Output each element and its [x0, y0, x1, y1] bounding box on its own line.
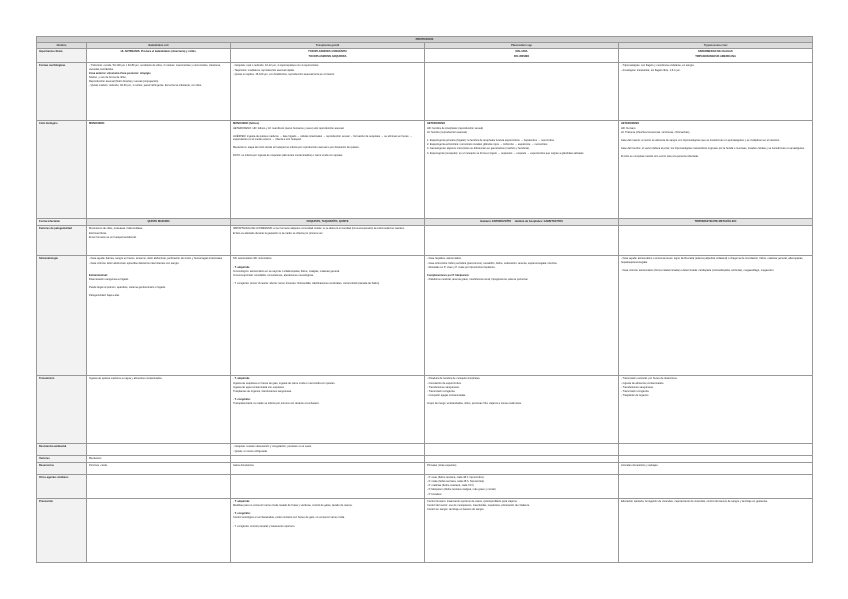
row-transmision — [37, 376, 813, 444]
text-line: - Transfusiones sanguíneas. — [427, 385, 460, 389]
text-line: Inmunológico: asintomático en la mayoría. Linfadenopatía, fiebre, mialgias, malestar general. — [233, 269, 340, 273]
cell-res-plasmodium — [425, 444, 619, 455]
text-line: 3. Gametogonia: algunos merozoítos se diferencian en gametocitos (machos y hembras). — [427, 147, 530, 151]
text-line: Grupo de riesgo: embarazadas, niños, personas VIH, viajeros a zonas endémicas. — [427, 402, 522, 406]
cell-pat-trypanosoma — [619, 226, 813, 256]
text-line: Control del vector: uso de mosquiteros, insecticidas, repelentes, eliminación de criaderos. — [427, 504, 530, 508]
text-line: HD: humano — [621, 126, 636, 130]
cell-prev-plasmodium — [425, 498, 619, 562]
sheet-title: PROTOZOOS — [37, 37, 813, 43]
text-line: - Trasplante de órganos. — [621, 394, 650, 398]
text-line: Extraintestinal: — [89, 273, 108, 277]
text-line: Reproducción asexual (fisión binaria) y sexual (conjugación). — [89, 80, 159, 84]
text-line: - P. vivax (fiebre terciana, cada 48 h, hipnozoítos) — [427, 475, 484, 479]
text-line: Mecanismo: etapa del ciclo donde el huésped se infecta por reproducción asexual o por disolución de quistes. — [233, 146, 360, 150]
cell-pat-plasmodium — [425, 226, 619, 256]
text-line: HETEROXENO: HD: felinos y HI: mamíferos (seres humanos y aves) solo reproducción asexual. — [233, 126, 345, 130]
cell-vec-balantidium: Mecánicos — [87, 455, 231, 462]
cell-sint-trypanosoma — [619, 256, 813, 376]
cell-resv-toxoplasma: Gatos domésticos — [231, 462, 425, 474]
row-sintomatologia — [37, 256, 813, 376]
text-line: Ingesta de ooquistes en heces de gato, ingesta de carne cruda o mal cocida con quistes. — [233, 381, 336, 385]
text-line: - Fase eritrocítica: fiebre periódica (paroxismos): escalofrío, fiebre, sudoración; anemia, esplenomegalia, ictericia. — [427, 261, 558, 265]
cell-resv-plasmodium: Primates (otras especies) — [425, 462, 619, 474]
cell-ciclo-balantidium: MONOXENO — [87, 121, 231, 219]
text-line: Trasplantes de órganos, transfusiones sanguíneas. — [233, 390, 292, 394]
text-line: Hembra de Anopheles: GAMETOCITOS — [514, 220, 563, 224]
cell-importancia-plasmodium — [425, 49, 619, 63]
text-line: - Transmisión vectorial: por heces de triatominos. — [621, 377, 678, 381]
text-line: 4. Esporogonia (mosquito): en el mosquito se forma el cigoto → ooquineto → ooquiste → esporozoítos que migran a glándulas salivales. — [427, 151, 585, 155]
text-line: - Fase aguda: diarrea, sangre en heces, tenesmo, dolor abdominal, perforación del colon y hemorragias intestinales. — [89, 257, 223, 261]
row-formas — [37, 63, 813, 121]
cell-trans-plasmodium — [425, 376, 619, 444]
text-line: SD: asintomático SD: sintomático — [233, 257, 272, 261]
col-header-toxoplasma: Toxoplasma gondii — [231, 43, 425, 49]
text-line: Puede llegar al pulmón, apéndice, sistema genitourinario o hígado. — [89, 286, 166, 290]
text-line: Control serológico en embarazadas, evitar contacto con heces de gato, no consumir carne cruda. — [233, 516, 345, 520]
text-line: DATO: se infecta por ingesta de ooquistes (alimentos contaminados) o carne cruda con quistes. — [233, 154, 344, 158]
text-line: - Transmisión congénita. — [621, 390, 650, 394]
cell-otros-toxoplasma — [231, 474, 425, 498]
text-line: HUÉSPED: ingesta de quistes maduros → fase hígado → células intestinales → reproducción sexual → formación de ooquistes → se eliminan en heces → esporulación en el medio externo → infecta a otro huésped. — [233, 134, 412, 142]
row-vectores — [37, 455, 813, 462]
cell-forma-trypanosoma: TRIPOMASTIGOTE METACÍCLICO — [619, 219, 813, 226]
row-otros — [37, 474, 813, 498]
text-line: HETEROXENO — [427, 122, 446, 126]
text-line: Patogenicidad: baja a alta. — [89, 294, 120, 298]
text-line: Medidas para no consumir carne cruda, lavado de frutas y verduras, control de gatos, lavado de manos. — [233, 504, 353, 508]
text-line: Humano: ESPOROZOÍTO — [480, 220, 512, 224]
cell-forma-plasmodium — [425, 219, 619, 226]
col-header-plasmodium: Plasmodium spp — [425, 43, 619, 49]
row-forma-infectante — [37, 219, 813, 226]
cell-pat-balantidium — [87, 226, 231, 256]
row-ciclo — [37, 121, 813, 219]
text-line: - Tripomastigote: con flagelo y membrana ondulante, en sangre. — [621, 64, 695, 68]
text-line: - Inoculación de esporozoítos. — [427, 381, 462, 385]
text-line: Diseminación sanguínea a hígado. — [89, 278, 129, 282]
text-line: - Paludismo cerebral, anemia grave, insuficiencia renal, hipoglucemia, edema pulmonar. — [427, 278, 529, 282]
text-line: - Amastigote: intracelular, sin flagelo libre. 1,5-4 µm. — [621, 68, 681, 72]
text-line: Inmunosuprimido: encefalitis, convulsiones, alteraciones neurológicas. — [233, 274, 314, 278]
text-line: - P. ovale (fiebre terciana, cada 48 h, hipnozoítos) — [427, 480, 485, 484]
text-line: HD: hembra de Anopheles (reproducción sexual) — [427, 126, 484, 130]
cell-importancia-toxoplasma — [231, 49, 425, 63]
text-line: - Quiste maduro: redondo, 40-60 µm, 1 núcleo, pared refringente. Es la forma infectante, sin cilios. — [89, 84, 202, 88]
row-label: Forma infectante — [37, 219, 87, 226]
text-line: Control humano: tratamiento oportuno de casos, quimioprofilaxis para viajeros. — [427, 499, 518, 503]
cell-trans-toxoplasma — [231, 376, 425, 444]
row-importancia — [37, 49, 813, 63]
text-line: - Quiste en tejidos, 15-100 µm, con bradizoítos, reproducción asexual lenta en el interior. — [233, 72, 335, 76]
cell-formas-plasmodium — [425, 63, 619, 121]
row-patogenicidad — [37, 226, 813, 256]
cell-prev-trypanosoma: Educación sanitaria, fumigación de viviendas, mejoramiento de viviendas, control de bancos de sangre y tamizaje en gestantes. — [619, 498, 813, 562]
text-line: MALARIA — [515, 50, 528, 54]
text-line: TOXOPLASMOSIS ADQUIRIDA — [308, 54, 347, 58]
cell-resv-balantidium: Porcinos, cerdo. — [87, 462, 231, 474]
text-line: - Transfusiones sanguíneas. — [621, 385, 654, 389]
cell-sint-toxoplasma — [231, 256, 425, 376]
text-line: - T. congénita: — [233, 398, 251, 402]
text-line: - T. congénita: primer trimestre: aborto; tercer trimestre: hidrocefalia, calcificaciones cerebrales, coriorretinitis (tétrada de Sabin). — [233, 282, 380, 286]
text-line: - T. congénita: control prenatal y tratamiento oportuno. — [233, 524, 296, 528]
cell-vec-trypanosoma — [619, 455, 813, 462]
row-label: Factores de patogenicidad — [37, 226, 87, 256]
text-line: - Fase crónica: dolor abdominal, episodios diarreicos intermitentes con sangre. — [89, 261, 180, 265]
text-line: ENFERMEDAD DE CHAGAS — [698, 50, 733, 54]
text-line: - T. adquirida: — [233, 265, 250, 269]
cell-prev-toxoplasma — [231, 498, 425, 562]
cell-sint-plasmodium — [425, 256, 619, 376]
row-label: Prevención — [37, 498, 87, 562]
cell-resv-trypanosoma: Animales domésticos y salvajes. — [619, 462, 813, 474]
text-line: - T. adquirida: — [233, 499, 250, 503]
cell-otros-trypanosoma — [619, 474, 813, 498]
cell-prev-balantidium — [87, 498, 231, 562]
text-line: TRIPANOSOMIASIS AMERICANA — [695, 54, 736, 58]
text-line: Zona anterior: citostoma Zona posterior: citopigio — [89, 71, 151, 75]
text-line: Núcleo, y son de forma de riñón. — [89, 76, 127, 80]
text-line: MONOXENO (felinos) — [233, 122, 260, 126]
text-line: Enzimas líticas. — [89, 231, 108, 235]
cell-trans-balantidium: Ingesta de quistes maduros en agua y alimentos contaminados. — [87, 376, 231, 444]
row-label: Resistencia ambiental — [37, 444, 87, 455]
text-line: - Quiste: en carne refrigerada. — [233, 449, 268, 453]
cell-formas-trypanosoma — [619, 63, 813, 121]
text-line: Transplacentaria: la madre se infecta por primera vez durante el embarazo. — [233, 402, 320, 406]
row-label: Sintomatología — [37, 256, 87, 376]
text-line: - Compartir agujas contaminadas. — [427, 394, 466, 398]
text-line: - Ingesta de alimentos contaminados. — [621, 381, 665, 385]
row-reservorios — [37, 462, 813, 474]
row-label: Reservorios — [37, 462, 87, 474]
col-header-balantidium: Balantidium coli — [87, 43, 231, 49]
col-header-trypanosoma: Trypanosoma cruzi — [619, 43, 813, 49]
protozoa-summary-sheet — [36, 36, 812, 567]
text-line: - Ooquiste: oval o redondo, 10-12 µm, 2 esporoquistes con 4 esporozoítos. — [233, 64, 320, 68]
cell-ciclo-trypanosoma — [619, 121, 813, 219]
text-line: El ser humano es un huésped accidental. — [89, 235, 137, 239]
text-line: - Transmisión congénita. — [427, 390, 456, 394]
text-line: - P. knowlesi — [427, 492, 442, 496]
text-line: El ciclo se completa cuando otro vector pica a la persona infectada. — [621, 155, 699, 159]
text-line: Complicaciones por P. falciparum: — [427, 274, 470, 278]
text-line: - Recaídas en P. vivax y P. ovale por hipnozoítos hepáticos. — [427, 265, 496, 269]
cell-importancia-trypanosoma — [619, 49, 813, 63]
row-label: Ciclo biológico — [37, 121, 87, 219]
text-line: - Fase aguda: asintomático o síntomas leves: signo de Romaña (edema palpebral unilateral) o chagoma de inoculación, fiebre, malestar general, adenopatías, hepatoesplenomegalia. — [621, 257, 804, 264]
text-line: Fase del insecto: el vector se alimenta de sangre con tripomastigotes que se transforman en epimastigotes y se multiplican en el intestino. — [621, 139, 780, 143]
cell-res-balantidium — [87, 444, 231, 455]
text-line: 2. Esquizogonia eritrocítica: merozoítos invaden glóbulos rojos → trofozoíto → esquizonte → merozoítos. — [427, 143, 548, 147]
cell-forma-balantidium: QUISTE MADURO — [87, 219, 231, 226]
text-line: Ingesta de agua contaminada con ooquistes. — [233, 385, 285, 389]
cell-vec-plasmodium — [425, 455, 619, 462]
row-prevencion — [37, 498, 813, 562]
cell-sint-balantidium — [87, 256, 231, 376]
text-line: - Fase hepática: asintomática. — [427, 257, 462, 261]
text-line: El feto es afectado durante la gestación si la madre se infecta por primera vez. — [233, 231, 324, 235]
cell-res-trypanosoma — [619, 444, 813, 455]
cell-formas-toxoplasma — [231, 63, 425, 121]
row-resistencia — [37, 444, 813, 455]
text-line: - P. malariae (fiebre cuartana, cada 72 h) — [427, 484, 474, 488]
text-line: - Picadura de hembra de mosquito Anopheles. — [427, 377, 481, 381]
cell-pat-toxoplasma — [231, 226, 425, 256]
cell-formas-balantidium — [87, 63, 231, 121]
cell-otros-plasmodium — [425, 474, 619, 498]
cell-trans-trypanosoma — [619, 376, 813, 444]
text-line: IMPORTANCIA DE CONSERVAR: el ser humano adquiere inmunidad celular; si se altera la inmunidad (inmunosupresión) la enfermedad se reactiva. — [233, 227, 405, 231]
text-line: - Taquizoíto: medialuna, reproducción asexual rápida. — [233, 68, 295, 72]
text-line: Movimiento de cilios, proteasas, hialuronidasa. — [89, 227, 143, 231]
text-line: HI: hombre (reproducción asexual) — [427, 130, 467, 134]
row-label: Formas morfológicas — [37, 63, 87, 121]
cell-forma-toxoplasma: OOQUISTE, TAQUIZOÍTO, QUISTE — [231, 219, 425, 226]
text-line: PALUDISMO — [513, 54, 530, 58]
text-line: HETEROXENO — [621, 122, 640, 126]
cell-ciclo-plasmodium — [425, 121, 619, 219]
col-header-name: Nombre — [37, 43, 87, 49]
cell-vec-toxoplasma — [231, 455, 425, 462]
cell-otros-balantidium — [87, 474, 231, 498]
text-line: - T. adquirida: — [233, 377, 250, 381]
row-label: Vectores — [37, 455, 87, 462]
text-line: - Ooquiste: resisten desecación y congelación; persisten en el suelo. — [233, 445, 312, 449]
text-line: 1. Esquizogonia primaria (hígado): la hembra de anopheles inocula esporozoítos → hepatocitos → merozoítos. — [427, 139, 555, 143]
cell-importancia-balantidium: HL ANTIDIANIS. Produce el balantidiasis (disentería) y colitis. — [87, 49, 231, 63]
text-line: TOXOPLASMOSIS CONGÉNITA — [308, 50, 347, 54]
row-label: Importancia clínica — [37, 49, 87, 63]
row-label: Transmisión — [37, 376, 87, 444]
cell-res-toxoplasma — [231, 444, 425, 455]
text-line: Control en sangre: tamizaje en bancos de sangre. — [427, 508, 485, 512]
text-line: - P. falciparum (fiebre terciana maligna, más grave y mortal) — [427, 488, 496, 492]
text-line: HI: Triatoma (chinches besuconas, vinchucas, chirimachas). — [621, 130, 691, 134]
cell-ciclo-toxoplasma — [231, 121, 425, 219]
protozoa-table — [36, 36, 813, 563]
text-line: - Trofozoíto: ovoide, 50-100 µm x 40-80 µm, recubierto de cilios, 2 núcleos: macronúcleo y micronúcleo, citostoma, vacuolas contráctiles. — [89, 64, 221, 71]
text-line: Fase del hombre: el vector defeca al picar; los tripomastigotes metacíclicos ingresan por la herida o mucosas, invaden células y se transforman en amastigotes. — [621, 147, 805, 151]
text-line: - T. congénita: — [233, 512, 251, 516]
row-label: Otros agentes similares — [37, 474, 87, 498]
text-line: - Fase crónica: asintomático (forma indeterminada) o determinada: cardiopatía (miocardiopatía, arritmias), megaesófago, megacolon. — [621, 268, 775, 272]
